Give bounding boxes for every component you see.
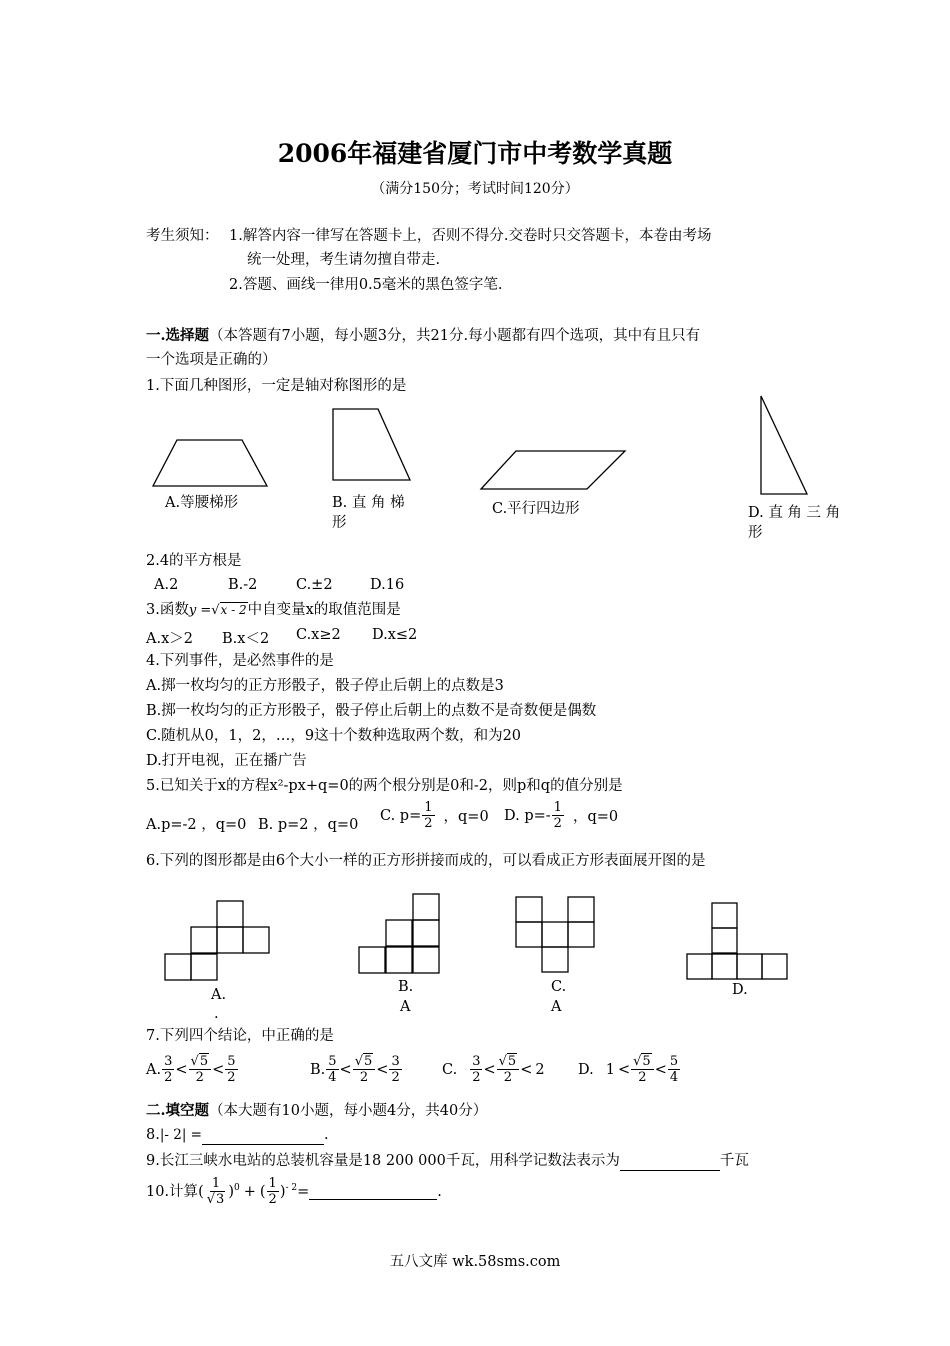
q7-option-b: B. $\frac{5}{4}$ < $\frac{√5}{2}$ < $\frac{3}{2}$: [310, 1054, 400, 1085]
cube-net-a-figure: [164, 900, 272, 984]
q7-d-frac-1: $\frac{√5}{2}$: [631, 1054, 654, 1085]
q3-option-d: D.x≤2: [372, 627, 418, 643]
q10-answer-blank: [309, 1183, 437, 1200]
q3-option-a: A.x＞2: [146, 631, 193, 647]
q6-option-a: A.: [211, 987, 227, 1003]
q7-a-frac-2: $\frac{√5}{2}$: [189, 1054, 212, 1085]
q6-stem: 6.下列的图形都是由6个大小一样的正方形拼接而成的，可以看成正方形表面展开图的是: [146, 853, 706, 869]
notice-item-1: 1.解答内容一律写在答题卡上，否则不得分.交卷时只交答题卡，本卷由考场: [229, 228, 712, 244]
q5-d-num: 1: [553, 800, 562, 815]
q9-unit: 千瓦: [719, 1153, 749, 1169]
q5-c-fraction: [422, 800, 434, 831]
q4-option-a: A.掷一枚均匀的正方形骰子，骰子停止后朝上的点数是3: [146, 678, 504, 694]
section-1-desc-cont: 一个选项是正确的）: [146, 352, 277, 368]
parallelogram-figure: [478, 448, 628, 492]
q7-stem: 7.下列四个结论，中正确的是: [146, 1028, 334, 1044]
q3-option-b: B.x＜2: [222, 631, 270, 647]
q10-stem: 10.计算: [146, 1183, 199, 1200]
isosceles-trapezoid-figure: [150, 437, 270, 489]
q3-stem-post: 中自变量x的取值范围是: [247, 602, 401, 618]
q1-option-d: D. 直 角 三 角: [748, 505, 841, 521]
q7-d-lhs: 1: [605, 1061, 615, 1078]
q6-option-a-cont: .: [214, 1006, 219, 1022]
section-2-desc: （本大题有10小题，每小题4分，共40分）: [209, 1103, 488, 1119]
q3-formula-radicand: x - 2: [220, 603, 247, 617]
cube-net-d-figure: [686, 902, 790, 980]
q7-b-label: B.: [310, 1061, 326, 1078]
q7-b-frac-3: $\frac{3}{2}$: [391, 1054, 400, 1085]
q8-stem: 8.: [146, 1127, 160, 1143]
q9-line: [146, 1151, 749, 1171]
q4-stem: 4.下列事件，是必然事件的是: [146, 653, 334, 669]
q2-stem: 2.4的平方根是: [146, 553, 242, 569]
q6-option-d: D.: [732, 982, 748, 998]
q8-expr: |- 2| =: [159, 1127, 202, 1143]
q1-stem: 1.下面几种图形，一定是轴对称图形的是: [146, 378, 407, 394]
section-1-heading: 一.选择题: [146, 327, 210, 344]
q3-formula-lhs: y =: [188, 603, 212, 618]
q7-c-label: C.: [442, 1061, 458, 1078]
q10-exp-0: 0: [233, 1183, 240, 1193]
q3-stem: 3.函数y =√x - 2中自变量x的取值范围是: [146, 602, 401, 618]
q7-b-frac-1: $\frac{5}{4}$: [328, 1054, 337, 1085]
section-1-desc: （本答题有7小题，每小题3分，共21分.每小题都有四个选项，其中有且只有: [209, 328, 701, 344]
q7-a-frac-3: $\frac{5}{2}$: [227, 1054, 236, 1085]
q4-option-b: B.掷一枚均匀的正方形骰子，骰子停止后朝上的点数不是奇数便是偶数: [146, 703, 597, 719]
q5-option-d: [504, 800, 618, 831]
q5-c-post: ，q=0: [443, 809, 489, 825]
q5-d-fraction: [552, 800, 564, 831]
cube-net-c-figure: [515, 896, 597, 974]
q3-option-c: C.x≥2: [296, 627, 341, 643]
notice-label: 考生须知：: [146, 228, 219, 244]
q7-d-frac-2: $\frac{5}{4}$: [669, 1054, 679, 1085]
section-2-heading: 二.填空题: [146, 1102, 210, 1119]
section-1-header: [146, 326, 700, 346]
q8-end: .: [324, 1127, 329, 1143]
q9-stem: 9.长江三峡水电站的总装机容量是18 200 000千瓦，用科学记数法表示为: [146, 1153, 620, 1169]
q7-option-a: A. $\frac{3}{2}$ < $\frac{√5}{2}$ < $\frac{5}{2}$: [146, 1054, 236, 1085]
cube-net-b-figure: [358, 893, 442, 977]
q6-option-b: B.: [398, 979, 414, 995]
q4-option-c: C.随机从0，1，2，…，9这十个数种选取两个数，和为20: [146, 728, 522, 744]
q1-option-b-cont: 形: [332, 515, 347, 531]
q7-c-frac-2: $\frac{√5}{2}$: [497, 1054, 520, 1085]
q6-option-c: C.: [551, 979, 567, 995]
page-title: 2006年福建省厦门市中考数学真题: [277, 139, 673, 168]
q7-a-label: A.: [146, 1061, 162, 1078]
q2-option-a: A.2: [154, 577, 179, 593]
q7-b-frac-2: $\frac{√5}{2}$: [353, 1054, 376, 1085]
q4-option-d: D.打开电视，正在播广告: [146, 753, 307, 769]
q7-c-frac-1: $\frac{3}{2}$: [472, 1054, 481, 1085]
notice-item-1-cont: 统一处理，考生请勿擅自带走.: [247, 252, 441, 268]
q1-option-c: C.平行四边形: [492, 501, 580, 517]
q2-option-c: C.±2: [296, 577, 333, 593]
q5-d-post: ，q=0: [572, 809, 619, 825]
q5-option-a: A.p=-2 ，q=0: [146, 817, 247, 833]
q10-frac-2: $\frac{1}{2}$: [268, 1176, 277, 1207]
q7-d-label: D.: [578, 1061, 594, 1078]
q8-answer-blank: [202, 1128, 324, 1145]
q5-option-c: [380, 800, 489, 831]
q3-stem-pre: 3.函数: [146, 602, 189, 618]
q2-option-d: D.16: [370, 577, 405, 593]
q6-option-c-cont: A: [551, 999, 562, 1015]
q6-option-b-cont: A: [400, 999, 411, 1015]
right-trapezoid-figure: [330, 406, 415, 484]
q7-option-d: D. 1 < $\frac{√5}{2}$ < $\frac{5}{4}$: [578, 1054, 679, 1085]
section-2-header: [146, 1101, 487, 1121]
q1-option-b: B. 直 角 梯: [332, 495, 405, 511]
page-subtitle: （满分150分；考试时间120分）: [371, 181, 579, 197]
q10-exp-neg2: - 2: [285, 1183, 298, 1193]
q5-c-num: 1: [424, 800, 433, 815]
notice-item-2: 2.答题、画线一律用0.5毫米的黑色签字笔.: [229, 277, 503, 293]
q7-option-c: C. $\frac{3}{2}$ < $\frac{√5}{2}$ < 2: [442, 1054, 545, 1085]
q7-c-rhs: 2: [535, 1061, 545, 1078]
q7-a-frac-1: $\frac{3}{2}$: [164, 1054, 173, 1085]
q5-d-pre: D. p=-: [504, 807, 551, 824]
q1-option-d-cont: 形: [748, 525, 763, 541]
q5-c-den: 2: [424, 816, 433, 831]
q1-option-a: A.等腰梯形: [165, 495, 239, 511]
q5-stem: 5.已知关于x的方程x²-px+q=0的两个根分别是0和-2，则p和q的值分别是: [146, 778, 623, 794]
q8-line: [146, 1125, 329, 1145]
q9-answer-blank: [620, 1154, 720, 1171]
q10-frac-1: $\frac{1}{√3}$: [206, 1176, 225, 1207]
q5-c-pre: C. p=: [380, 807, 422, 824]
footer-watermark: 五八文库 wk.58sms.com: [389, 1254, 561, 1270]
q5-option-b: B. p=2 ，q=0: [258, 817, 359, 833]
q2-option-b: B.-2: [228, 577, 258, 593]
q10-line: 10.计算 ( $\frac{1}{√3}$ ) $^0$ + ( $\frac{1}{2}$ ) $^{- 2}$ = .: [146, 1176, 442, 1207]
right-triangle-figure: [758, 393, 810, 497]
q5-d-den: 2: [553, 816, 562, 831]
